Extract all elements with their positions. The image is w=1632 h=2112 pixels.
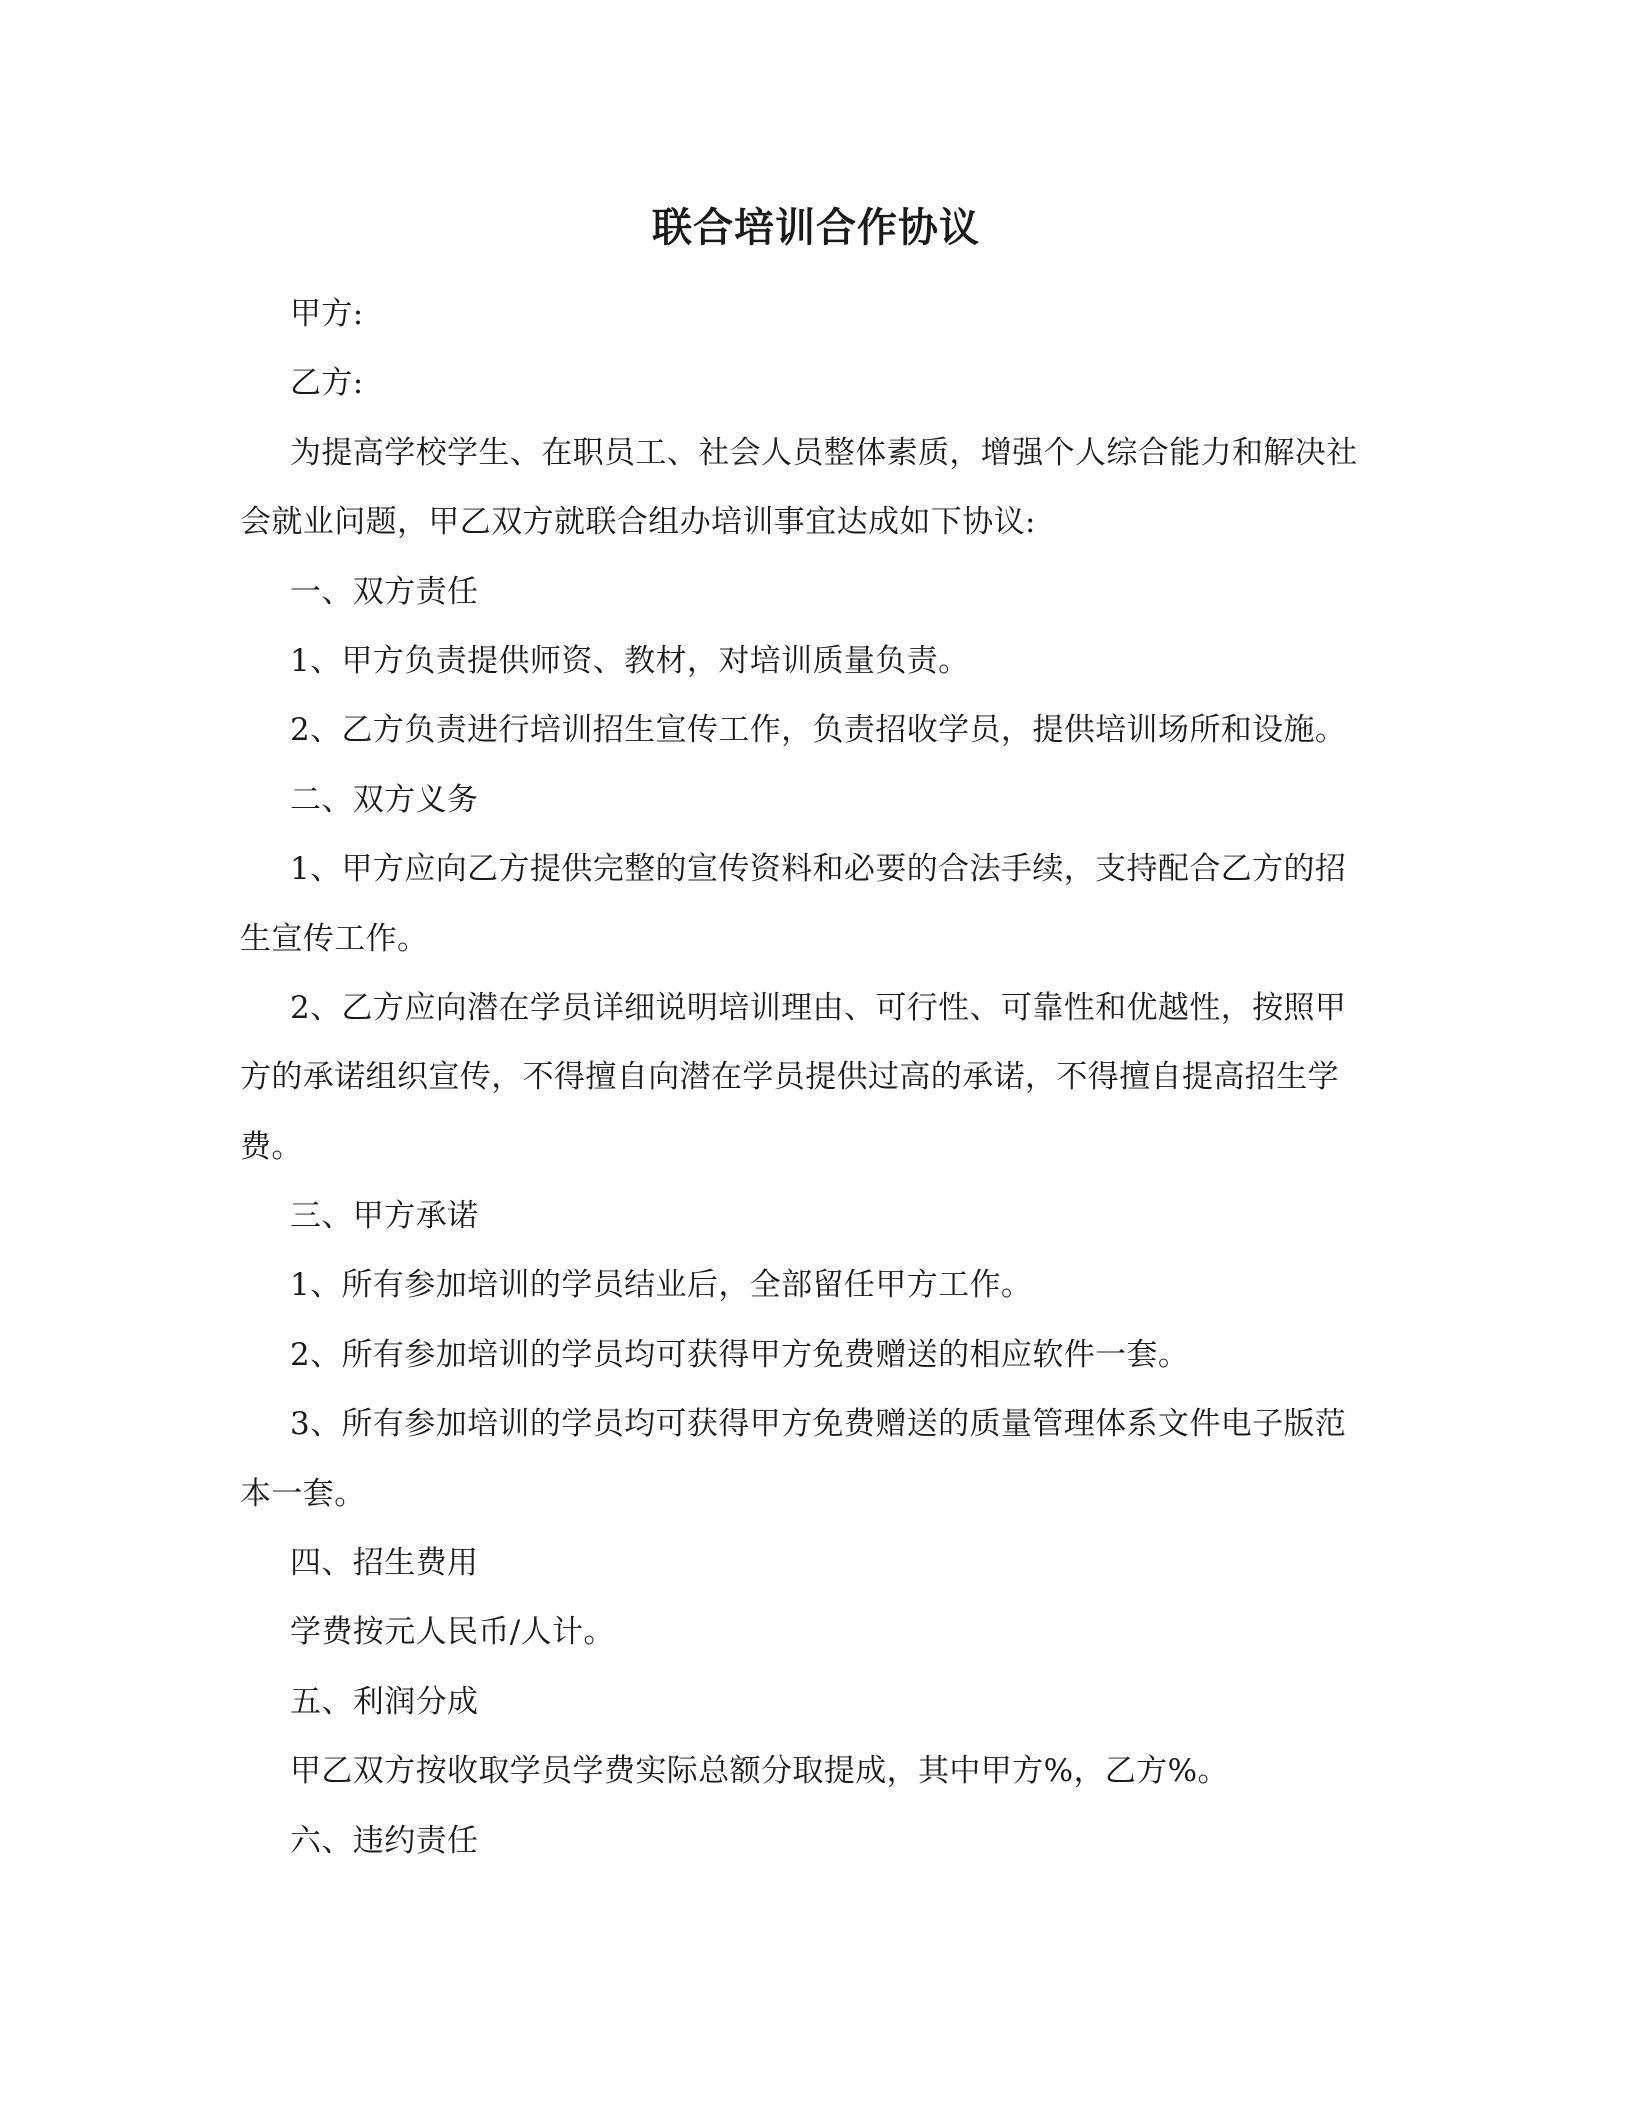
clause-line: 3、所有参加培训的学员均可获得甲方免费赠送的质量管理体系文件电子版范: [290, 1406, 1347, 1443]
clause-line: 方的承诺组织宣传，不得擅自向潜在学员提供过高的承诺，不得擅自提高招生学: [240, 1059, 1339, 1096]
clause-line: 费。: [240, 1128, 303, 1165]
section-heading: 二、双方义务: [290, 781, 479, 818]
section-heading: 三、甲方承诺: [290, 1198, 479, 1235]
clause-line: 本一套。: [240, 1475, 366, 1512]
document-body: [240, 280, 1366, 1876]
clause-line: 甲乙双方按收取学员学费实际总额分取提成，其中甲方%，乙方%。: [290, 1753, 1229, 1790]
preamble-line: 会就业问题，甲乙双方就联合组办培训事宜达成如下协议:: [240, 504, 1036, 541]
clause-line: 2、乙方负责进行培训招生宣传工作，负责招收学员，提供培训场所和设施。: [290, 712, 1347, 749]
clause-line: 1、甲方应向乙方提供完整的宣传资料和必要的合法手续，支持配合乙方的招: [290, 851, 1347, 888]
section-heading: 六、违约责任: [290, 1822, 479, 1859]
clause-line: 1、所有参加培训的学员结业后，全部留任甲方工作。: [290, 1267, 1033, 1304]
clause-line: 生宣传工作。: [240, 920, 429, 957]
section-heading: 五、利润分成: [290, 1683, 479, 1720]
party-b-line: 乙方:: [290, 365, 364, 402]
section-heading: 四、招生费用: [290, 1545, 479, 1582]
clause-line: 2、乙方应向潜在学员详细说明培训理由、可行性、可靠性和优越性，按照甲: [290, 989, 1347, 1026]
clause-line: 学费按元人民币/人计。: [290, 1614, 615, 1651]
document-title: 联合培训合作协议: [652, 204, 980, 251]
section-heading: 一、双方责任: [290, 573, 479, 610]
clause-line: 2、所有参加培训的学员均可获得甲方免费赠送的相应软件一套。: [290, 1336, 1190, 1373]
party-a-line: 甲方:: [290, 296, 364, 332]
clause-line: 1、甲方负责提供师资、教材，对培训质量负责。: [290, 642, 970, 679]
preamble-line: 为提高学校学生、在职员工、社会人员整体素质，增强个人综合能力和解决社: [290, 434, 1358, 471]
